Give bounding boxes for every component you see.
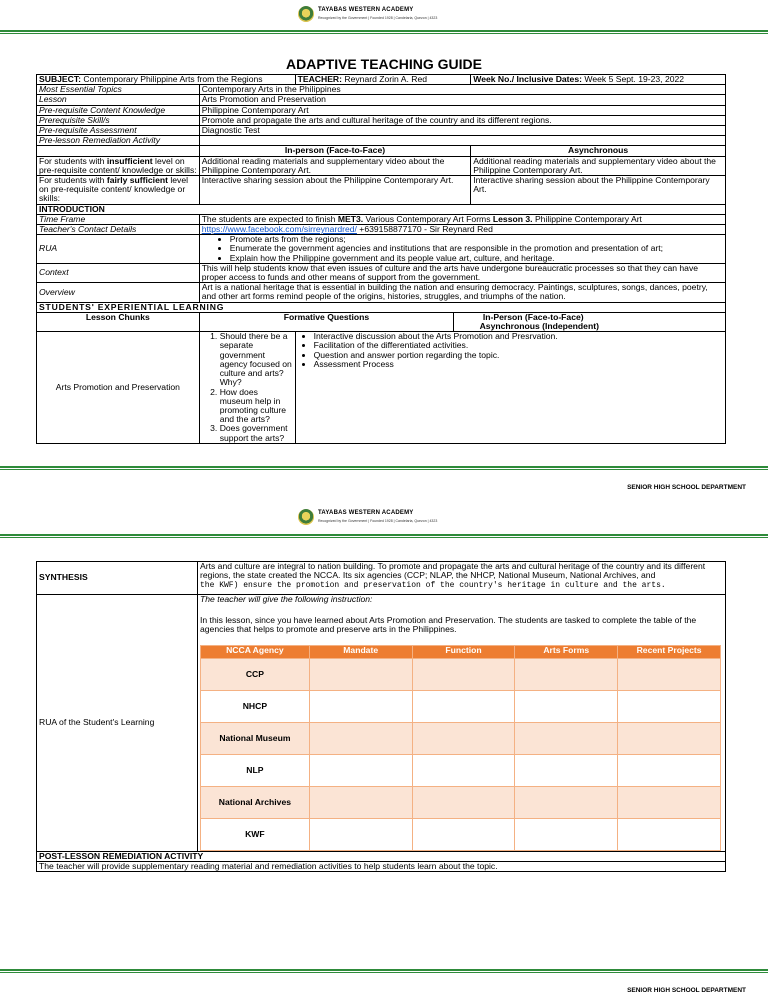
agency-cell: National Archives [201,786,310,818]
function-input[interactable] [412,658,515,690]
mandate-input[interactable] [309,754,412,786]
recent-projects-input[interactable] [618,690,721,722]
arts-forms-input[interactable] [515,786,618,818]
inperson-activity-header: In-Person (Face-to-Face) [482,311,584,322]
mandate-input[interactable] [309,786,412,818]
subject-cell: SUBJECT: Contemporary Philippine Arts from the Regions [37,75,296,85]
col-header-function: Function [412,645,515,658]
school-logo [298,6,314,22]
teaching-guide-table [36,74,726,444]
overview-label: Overview [37,283,200,302]
school-name: TAYABAS WESTERN ACADEMY [318,7,414,13]
ncca-agency-table [200,645,721,851]
rua-label: RUA [37,235,200,264]
agency-cell: CCP [201,658,310,690]
department-footer: SENIOR HIGH SCHOOL DEPARTMENT [627,484,746,491]
async-header: Asynchronous [471,146,726,156]
fair-inperson: Interactive sharing session about the Philippine Contemporary Art. [199,176,471,205]
prk-value: Philippine Contemporary Art [199,105,725,115]
teacher-cell: TEACHER: Reynard Zorin A. Red [295,75,471,85]
table-row [201,690,721,722]
synthesis-value: Arts and culture are integral to nation building. To promote and propagate the arts and cultural heritage of the country and its different regions, the state created the NCCA. Its six agencies (CCP; NLAP, the NHCP, National Museum, National Archives, and the KWF) ensure the promotion and preservation of the country's heritage in culture and the arts. [198,562,726,595]
footer-rule [0,969,768,973]
school-logo [298,509,314,525]
context-value: This will help students know that even issues of culture and the arts have undergone bureaucratic processes so that they can have proper access to funds and other means of support from the government. [199,263,725,282]
col-header-agency: NCCA Agency [201,645,310,658]
activity-header [454,312,726,331]
rua-value [199,235,725,264]
contact-label: Teacher's Contact Details [37,225,200,235]
rua-item: • Promote arts from the regions; [230,235,723,244]
activity-item: • Facilitation of the differentiated activities. [314,341,723,350]
synthesis-label: SYNTHESIS [37,562,198,595]
topics-label: Most Essential Topics [37,85,200,95]
arts-forms-input[interactable] [515,722,618,754]
instruction-text: The teacher will give the following instruction: [200,594,373,604]
synthesis-table [36,561,726,872]
question-item: 2. How does museum help in promoting culture and the arts? [220,388,293,425]
prla-label: Pre-lesson Remediation Activity [37,136,200,146]
activity-item: • Assessment Process [314,360,723,369]
insufficient-async: Additional reading materials and supplementary video about the Philippine Contemporary Art. [471,156,726,175]
insufficient-inperson: Additional reading materials and supplementary video about the Philippine Contemporary Art. [199,156,471,175]
post-lesson-heading: POST-LESSON REMEDIATION ACTIVITY [37,851,726,861]
timeframe-value: The students are expected to finish MET3. Various Contemporary Art Forms Lesson 3. Philippine Contemporary Art [199,214,725,224]
facebook-link[interactable]: https://www.facebook.com/sirreynardred/ [201,224,357,235]
arts-forms-input[interactable] [515,658,618,690]
fair-async: Interactive sharing session about the Philippine Contemporary Art. [471,176,726,205]
recent-projects-input[interactable] [618,722,721,754]
rua-learning-label: RUA of the Student's Learning [37,595,198,852]
mandate-input[interactable] [309,722,412,754]
contact-value: https://www.facebook.com/sirreynardred/ +639158877170 - Sir Reynard Red [199,225,725,235]
arts-forms-input[interactable] [515,818,618,850]
prk-label: Pre-requisite Content Knowledge [37,105,200,115]
table-row [201,786,721,818]
table-row [201,658,721,690]
agency-cell: NHCP [201,690,310,722]
recent-projects-input[interactable] [618,754,721,786]
mandate-input[interactable] [309,658,412,690]
col-header-mandate: Mandate [309,645,412,658]
footer-rule [0,466,768,470]
table-row [201,818,721,850]
header-rule [0,30,768,34]
inperson-header: In-person (Face-to-Face) [199,146,471,156]
question-item: 1. Should there be a separate government agency focused on culture and arts? Why? [220,332,293,387]
mandate-input[interactable] [309,818,412,850]
week-cell: Week No./ Inclusive Dates: Week 5 Sept. 19-23, 2022 [471,75,726,85]
function-input[interactable] [412,722,515,754]
agency-cell: NLP [201,754,310,786]
overview-value: Art is a national heritage that is essential in building the nation and ensuring democracy. Paintings, sculptures, songs, dances, poetry, and other art forms remind people of the origins, histories, struggles, and triumphs of the nation. [199,283,725,302]
table-row [201,754,721,786]
async-activity-header: Asynchronous (Independent) [479,321,599,332]
col-header-arts-forms: Arts Forms [515,645,618,658]
post-lesson-value: The teacher will provide supplementary reading material and remediation activities to help students learn about the topic. [37,861,726,871]
activity-item: • Question and answer portion regarding the topic. [314,351,723,360]
function-input[interactable] [412,818,515,850]
questions-header: Formative Questions [199,312,454,331]
agency-cell: KWF [201,818,310,850]
function-input[interactable] [412,754,515,786]
pra-label: Pre-requisite Assessment [37,126,200,136]
topics-value: Contemporary Arts in the Philippines [199,85,725,95]
mode-blank [37,146,200,156]
page-title: ADAPTIVE TEACHING GUIDE [285,56,482,72]
lesson-chunk: Arts Promotion and Preservation [37,332,200,443]
school-recognition: Recognized by the Government | Founded 1928 | Candelaria, Quezon | 4323 [318,519,438,523]
rua-item: • Enumerate the government agencies and institutions that are responsible in the promotion and presentation of art; [230,244,723,253]
prs-label: Prerequisite Skill/s [37,115,200,125]
question-item: 3. Does government support the arts? [220,424,293,442]
fair-label: For students with fairly sufficient level on pre-requisite content/ knowledge or skills: [37,176,200,205]
department-footer: SENIOR HIGH SCHOOL DEPARTMENT [627,987,746,994]
activity-item: • Interactive discussion about the Arts Promotion and Presrvation. [314,332,723,341]
prla-value [199,136,725,146]
chunks-header: Lesson Chunks [37,312,200,331]
agency-cell: National Museum [201,722,310,754]
rua-learning-value [198,595,726,852]
inperson-activities [295,332,725,443]
function-input[interactable] [412,786,515,818]
mandate-input[interactable] [309,690,412,722]
school-recognition: Recognized by the Government | Founded 1928 | Candelaria, Quezon | 4323 [318,16,438,20]
arts-forms-input[interactable] [515,690,618,722]
insufficient-label: For students with insufficient level on pre-requisite content/ knowledge or skills: [37,156,200,175]
school-name: TAYABAS WESTERN ACADEMY [318,510,414,516]
col-header-recent-projects: Recent Projects [618,645,721,658]
task-text: In this lesson, since you have learned about Arts Promotion and Preservation. The students are tasked to complete the table of the agencies that helps to promote and preserve arts in the Philippines. [200,615,697,635]
prs-value: Promote and propagate the arts and cultural heritage of the country and its different regions. [199,115,725,125]
intro-heading: INTRODUCTION [37,204,726,214]
timeframe-label: Time Frame [37,214,200,224]
experiential-heading: STUDENTS' EXPERIENTIAL LEARNING [37,302,726,312]
recent-projects-input[interactable] [618,658,721,690]
header-rule [0,534,768,538]
questions-cell [199,332,295,443]
function-input[interactable] [412,690,515,722]
recent-projects-input[interactable] [618,786,721,818]
lesson-value: Arts Promotion and Preservation [199,95,725,105]
lesson-label: Lesson [37,95,200,105]
recent-projects-input[interactable] [618,818,721,850]
table-row [201,722,721,754]
arts-forms-input[interactable] [515,754,618,786]
pra-value: Diagnostic Test [199,126,725,136]
context-label: Context [37,263,200,282]
rua-item: • Explain how the Philippine government and its people value art, culture, and heritage. [230,254,723,263]
